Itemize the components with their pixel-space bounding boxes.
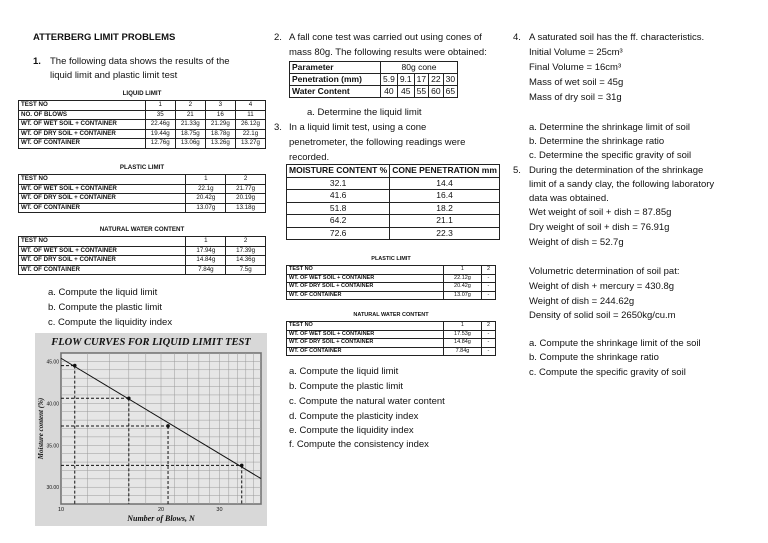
data-point <box>240 464 244 468</box>
y-tick-label: 30.00 <box>46 485 59 492</box>
x-tick-label: 20 <box>157 507 165 513</box>
plastic-limit-table: TEST NO 1 2 WT. OF WET SOIL + CONTAINER 22.1g 21.77g WT. OF DRY SOIL + CONTAINER 20.42g 20.19g WT. OF CONTAINER 13.07g 13.18g <box>18 174 266 213</box>
problem-5-vol-heading: Volumetric determination of soil pat: <box>529 266 680 277</box>
problem-3-text-line-3: recorded. <box>289 152 330 163</box>
problem-4-initial-volume: Initial Volume = 25cm³ <box>529 47 623 58</box>
problem-3-plastic-limit-title: PLASTIC LIMIT <box>371 256 411 262</box>
x-axis-label: Number of Blows, N <box>127 514 195 523</box>
problem-1-task-a: a. Compute the liquid limit <box>48 287 158 298</box>
y-tick-label: 45.00 <box>46 359 59 366</box>
y-axis-label: Moisture content (%) <box>37 397 45 460</box>
problem-5-dish-weight-2: Weight of dish = 244.62g <box>529 296 635 307</box>
problem-5-dish-weight: Weight of dish = 52.7g <box>529 237 624 248</box>
problem-4-intro: A saturated soil has the ff. characteristics. <box>529 32 705 43</box>
problem-1-task-b: b. Compute the plastic limit <box>48 302 163 313</box>
problem-5-text-line-2: limit of a sandy clay, the following laboratory <box>529 179 715 190</box>
problem-1-task-c: c. Compute the liquidity index <box>48 317 173 328</box>
problem-5-task-c: c. Compute the specific gravity of soil <box>529 367 686 378</box>
fall-cone-table: Parameter 80g cone Penetration (mm) 5.9 9.1 17 22 30 Water Content 40 45 55 60 65 <box>289 61 458 98</box>
data-point <box>127 397 131 401</box>
problem-3-text-line-1: In a liquid limit test, using a cone <box>289 122 427 133</box>
page-title: ATTERBERG LIMIT PROBLEMS <box>33 32 176 43</box>
flow-curve-svg <box>35 333 267 526</box>
problem-5-text-line-3: data was obtained. <box>529 193 609 204</box>
problem-4-task-c: c. Determine the specific gravity of soil <box>529 150 692 161</box>
problem-3-task-c: c. Compute the natural water content <box>289 396 445 407</box>
y-tick-label: 35.00 <box>46 443 59 450</box>
natural-water-content-title: NATURAL WATER CONTENT <box>99 226 185 233</box>
problem-1-text-line-1: The following data shows the results of the <box>50 56 230 67</box>
x-tick-label: 10 <box>57 507 65 513</box>
problem-5-dry-weight: Dry weight of soil + dish = 76.91g <box>529 222 670 233</box>
problem-4-task-a: a. Determine the shrinkage limit of soil <box>529 122 691 133</box>
x-tick-label: 30 <box>216 507 223 513</box>
problem-1-number: 1. <box>33 56 41 67</box>
problem-5-task-a: a. Compute the shrinkage limit of the soil <box>529 338 701 349</box>
problem-2-text-line-2: mass 80g. The following results were obtained: <box>289 47 487 58</box>
problem-3-plastic-limit-table: TEST NO 1 2 WT. OF WET SOIL + CONTAINER 22.12g - WT. OF DRY SOIL + CONTAINER 20.42g - WT. OF CONTAINER 13.07g - <box>286 265 496 300</box>
problem-3-task-e: e. Compute the liquidity index <box>289 425 414 436</box>
flow-curve-chart <box>35 333 267 526</box>
problem-3-text-line-2: penetrometer, the following readings were <box>289 137 466 148</box>
y-tick-label: 40.00 <box>46 401 59 408</box>
natural-water-content-table: TEST NO 1 2 WT. OF WET SOIL + CONTAINER 17.94g 17.39g WT. OF DRY SOIL + CONTAINER 14.84g 14.36g WT. OF CONTAINER 7.84g 7.5g <box>18 236 266 275</box>
problem-3-task-f: f. Compute the consistency index <box>289 439 429 450</box>
problem-3-natural-water-table: TEST NO 1 2 WT. OF WET SOIL + CONTAINER 17.53g - WT. OF DRY SOIL + CONTAINER 14.84g - WT. OF CONTAINER 7.84g - <box>286 321 496 356</box>
problem-4-wet-mass: Mass of wet soil = 45g <box>529 77 624 88</box>
problem-3-natural-water-title: NATURAL WATER CONTENT <box>353 312 429 318</box>
cone-penetration-table: MOISTURE CONTENT % CONE PENETRATION mm 32.1 14.4 41.6 16.4 51.8 18.2 64.2 21.1 72.6 22.3 <box>286 164 500 240</box>
data-point <box>166 424 170 428</box>
plastic-limit-title: PLASTIC LIMIT <box>119 164 165 171</box>
problem-2-text-line-1: A fall cone test was carried out using cones of <box>289 32 482 43</box>
problem-4-dry-mass: Mass of dry soil = 31g <box>529 92 622 103</box>
problem-4-number: 4. <box>513 32 521 43</box>
problem-2-number: 2. <box>274 32 282 43</box>
problem-3-number: 3. <box>274 122 282 133</box>
problem-4-task-b: b. Determine the shrinkage ratio <box>529 136 665 147</box>
problem-2-task-a: a. Determine the liquid limit <box>307 107 422 118</box>
liquid-limit-title: LIQUID LIMIT <box>122 90 162 97</box>
problem-5-number: 5. <box>513 165 521 176</box>
problem-3-task-a: a. Compute the liquid limit <box>289 366 399 377</box>
problem-4-final-volume: Final Volume = 16cm³ <box>529 62 622 73</box>
liquid-limit-table: TEST NO 1 2 3 4 NO. OF BLOWS 35 21 16 11 WT. OF WET SOIL + CONTAINER 22.46g 21.33g 21.29g 26.12g WT. OF DRY SOIL + CONTAINER 19.44g 18.75g 18.78g 22.1g WT. OF CONTAINER 12.76g 13.06g 13.26g 13.27g <box>18 100 266 149</box>
problem-5-density: Density of solid soil = 2650kg/cu.m <box>529 310 676 321</box>
problem-5-wet-weight: Wet weight of soil + dish = 87.85g <box>529 207 672 218</box>
chart-title: FLOW CURVES FOR LIQUID LIMIT TEST <box>51 337 251 348</box>
problem-3-task-d: d. Compute the plasticity index <box>289 411 419 422</box>
problem-5-dish-mercury: Weight of dish + mercury = 430.8g <box>529 281 675 292</box>
problem-3-task-b: b. Compute the plastic limit <box>289 381 404 392</box>
problem-1-text-line-2: liquid limit and plastic limit test <box>50 70 178 81</box>
data-point <box>73 364 77 368</box>
problem-5-task-b: b. Compute the shrinkage ratio <box>529 352 659 363</box>
problem-5-text-line-1: During the determination of the shrinkage <box>529 165 704 176</box>
